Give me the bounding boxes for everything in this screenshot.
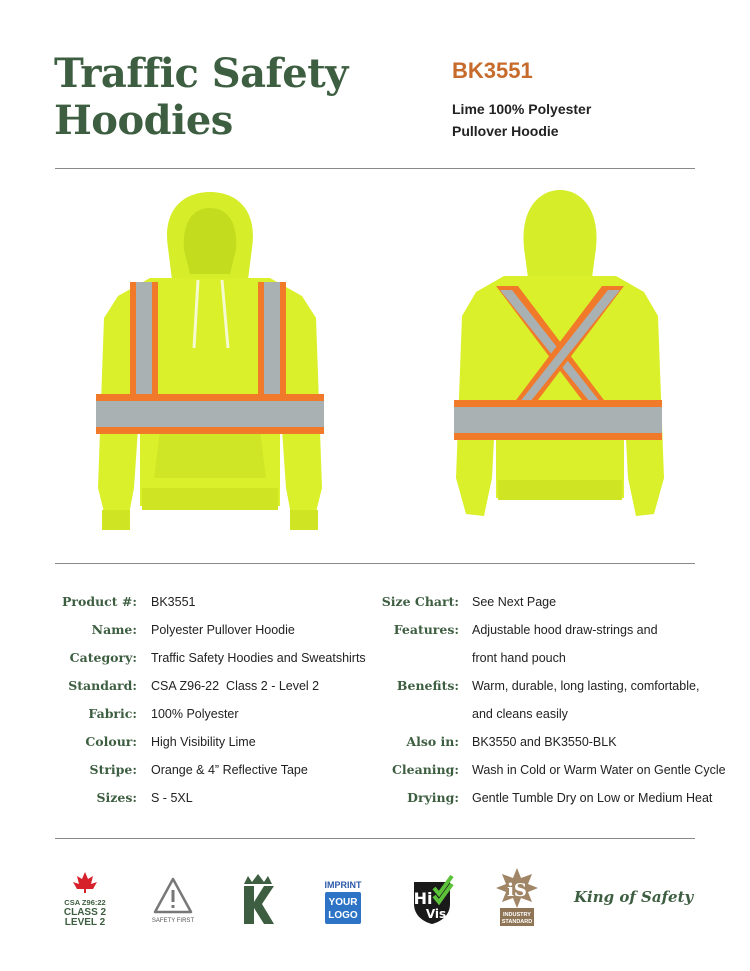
imprint-line-2: YOUR xyxy=(328,897,358,908)
spec-label: Standard: xyxy=(68,678,137,693)
industry-standard-logo xyxy=(494,866,540,928)
page-title xyxy=(54,50,348,144)
spec-value: BK3551 xyxy=(151,595,196,609)
spec-value: CSA Z96-22 Class 2 - Level 2 xyxy=(151,679,320,693)
spec-row-standard xyxy=(0,676,370,696)
spec-row-colour xyxy=(0,732,370,752)
spec-row-stripe xyxy=(0,760,370,780)
spec-label: Product #: xyxy=(62,594,137,609)
spec-label: Features: xyxy=(393,622,459,637)
imprint-your-logo-badge xyxy=(323,878,363,926)
spec-value: Warm, durable, long lasting, comfortable, xyxy=(472,679,700,693)
spec-value: and cleans easily xyxy=(472,707,568,721)
spec-value: front hand pouch xyxy=(472,651,566,665)
king-k-logo xyxy=(240,874,276,926)
product-sku: BK3551 xyxy=(452,58,533,83)
spec-label: Sizes: xyxy=(96,790,137,805)
spec-row-also-in xyxy=(370,732,750,752)
spec-row-drying xyxy=(370,788,750,808)
spec-label: Stripe: xyxy=(89,762,137,777)
spec-row-benefits xyxy=(370,676,750,696)
spec-value: Traffic Safety Hoodies and Sweatshirts xyxy=(151,651,366,665)
spec-row-size-chart xyxy=(370,592,750,612)
spec-value: See Next Page xyxy=(472,595,557,609)
csa-line-3: LEVEL 2 xyxy=(64,917,106,928)
spec-label: Benefits: xyxy=(396,678,459,693)
safety-first-logo xyxy=(150,876,196,926)
industry-line-1: INDUSTRY xyxy=(503,912,531,918)
spec-label: Size Chart: xyxy=(381,594,459,609)
spec-label: Fabric: xyxy=(88,706,137,721)
csa-line-1: CSA Z96:22 xyxy=(64,898,106,907)
spec-label: Name: xyxy=(91,622,137,637)
product-subtitle xyxy=(452,98,652,142)
spec-row-category xyxy=(0,648,370,668)
divider-top xyxy=(55,168,695,169)
svg-text:Vis: Vis xyxy=(425,907,447,921)
svg-text:iS: iS xyxy=(507,880,527,901)
spec-value: Orange & 4” Reflective Tape xyxy=(151,763,308,777)
spec-label: Colour: xyxy=(85,734,137,749)
hoodie-front-image xyxy=(90,188,330,548)
imprint-line-1: IMPRINT xyxy=(324,880,362,890)
spec-row-name xyxy=(0,620,370,640)
spec-row-features-cont xyxy=(370,648,750,668)
hi-vis-logo xyxy=(410,874,454,924)
spec-row-benefits-cont xyxy=(370,704,750,724)
spec-row-fabric xyxy=(0,704,370,724)
spec-value: Wash in Cold or Warm Water on Gentle Cycle xyxy=(472,763,726,777)
king-of-safety-brand: King of Safety xyxy=(574,888,694,906)
spec-label: Category: xyxy=(69,650,137,665)
title-line-1: Traffic Safety xyxy=(54,50,348,97)
spec-label: Drying: xyxy=(407,790,459,805)
spec-value: 100% Polyester xyxy=(151,707,239,721)
spec-value: Polyester Pullover Hoodie xyxy=(151,623,295,637)
industry-line-2: STANDARD xyxy=(501,919,533,925)
safety-first-text: SAFETY FIRST xyxy=(151,918,195,924)
spec-value: Gentle Tumble Dry on Low or Medium Heat xyxy=(472,791,713,805)
spec-row-product xyxy=(0,592,370,612)
divider-bottom xyxy=(55,838,695,839)
subtitle-line-2: Pullover Hoodie xyxy=(452,123,559,139)
spec-row-sizes xyxy=(0,788,370,808)
spec-value: S - 5XL xyxy=(151,791,193,805)
spec-row-cleaning xyxy=(370,760,750,780)
hoodie-back-image xyxy=(448,188,668,528)
spec-value: Adjustable hood draw-strings and xyxy=(472,623,658,637)
spec-label: Cleaning: xyxy=(391,762,459,777)
subtitle-line-1: Lime 100% Polyester xyxy=(452,101,592,117)
title-line-2: Hoodies xyxy=(54,97,233,144)
spec-value: BK3550 and BK3550-BLK xyxy=(472,735,617,749)
csa-class2-level2-logo xyxy=(60,870,110,930)
spec-label: Also in: xyxy=(406,734,459,749)
csa-line-2: CLASS 2 xyxy=(63,907,107,918)
spec-value: High Visibility Lime xyxy=(151,735,256,749)
svg-text:Hi: Hi xyxy=(413,889,433,908)
divider-middle xyxy=(55,563,695,564)
spec-row-features xyxy=(370,620,750,640)
imprint-line-3: LOGO xyxy=(328,910,358,921)
